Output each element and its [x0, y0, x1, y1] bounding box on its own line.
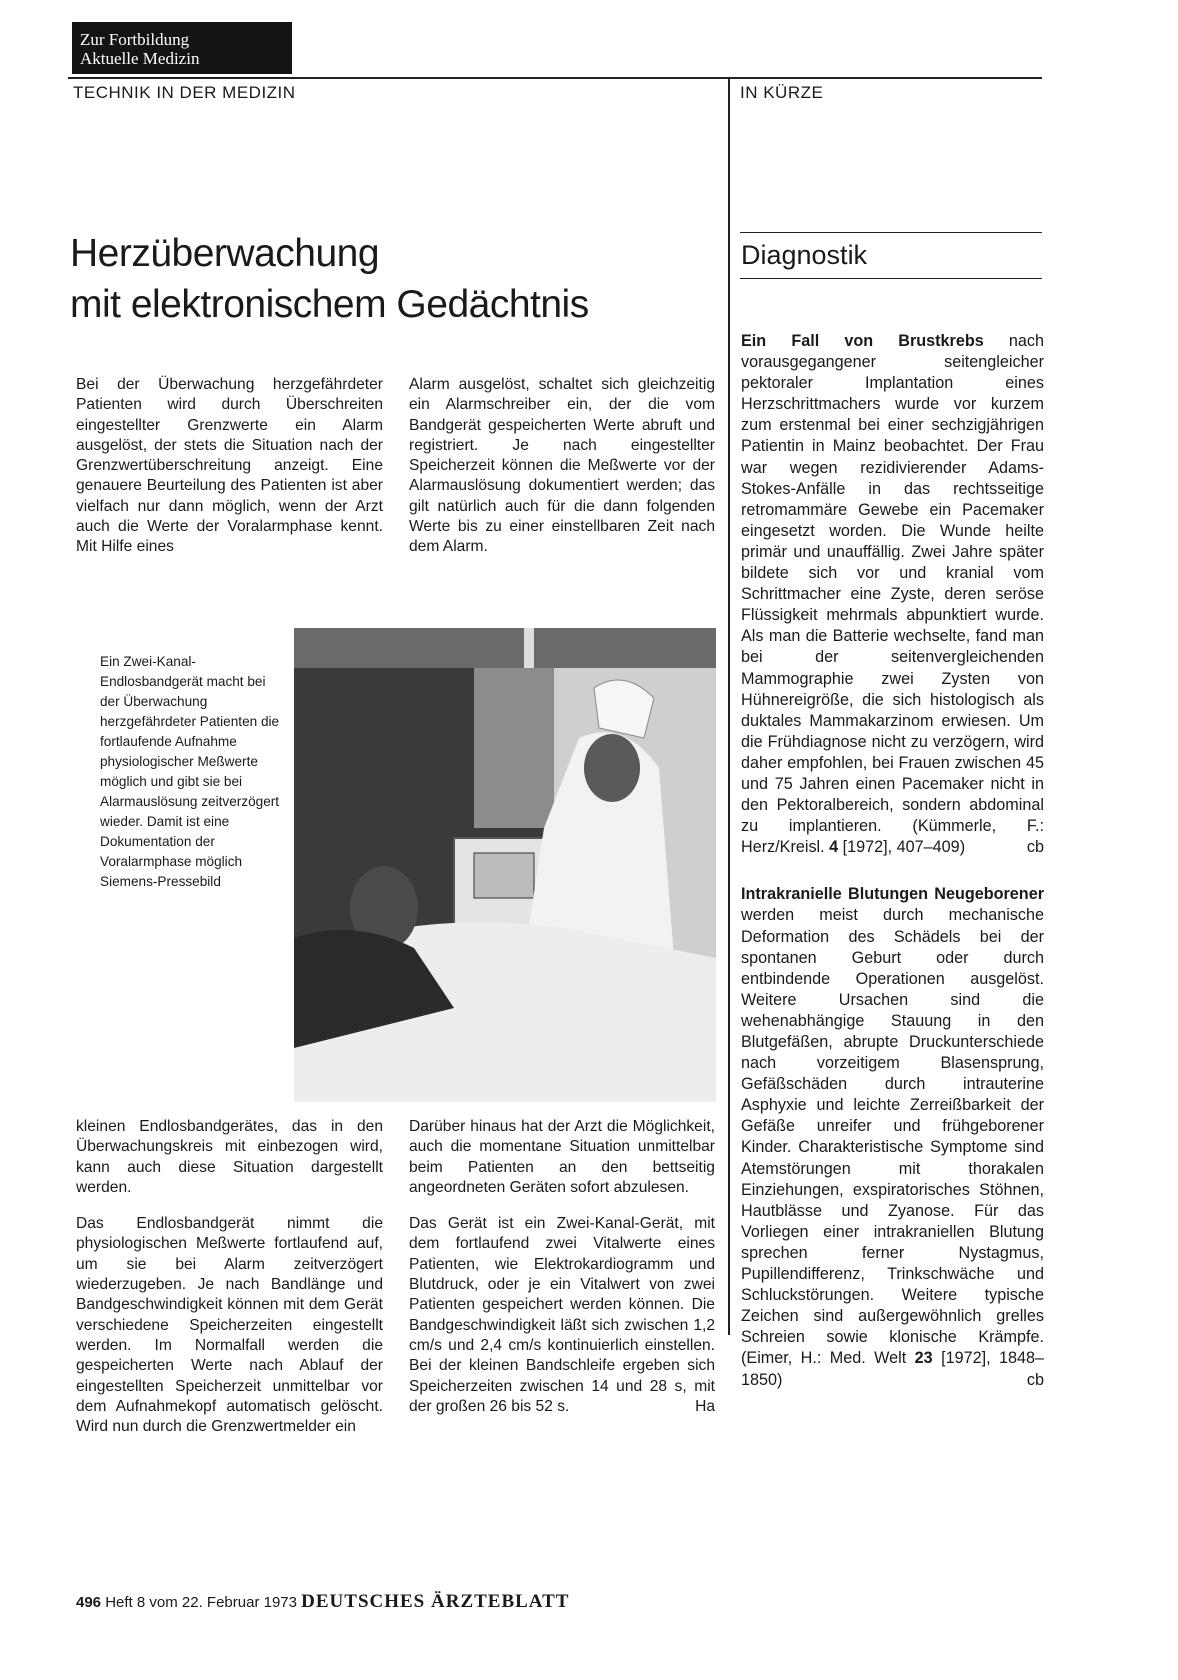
- news-item-initials: cb: [1026, 838, 1044, 857]
- article-paragraph: [409, 1214, 715, 1417]
- article-column1-bottom: [76, 1117, 383, 1453]
- section-label-right: IN KÜRZE: [740, 83, 824, 102]
- news-item-reference: [1972], 1848–1850): [741, 1349, 1045, 1389]
- category-tag: [72, 22, 292, 74]
- column-divider: [728, 77, 730, 1335]
- page-footer: [76, 1591, 569, 1613]
- sidebar-heading-rule-bottom: [740, 278, 1042, 279]
- news-item-title: Intrakranielle Blutungen Neugeborener: [741, 885, 1044, 904]
- header-rule: [68, 77, 1042, 79]
- article-title-line2: mit elektronischem Gedächtnis: [70, 283, 589, 326]
- article-column2-top: [409, 375, 715, 574]
- hospital-monitoring-photo: [294, 628, 716, 1102]
- news-item: [741, 331, 1044, 858]
- news-item-reference: [1972], 407–409): [838, 838, 966, 857]
- sidebar-heading-rule-top: [740, 232, 1042, 233]
- section-label-left: TECHNIK IN DER MEDIZIN: [73, 83, 296, 102]
- article-paragraph-text: Das Gerät ist ein Zwei-Kanal-Gerät, mit dem fortlaufend zwei Vitalwerte eines Patienten, wie Elektrokardiogramm und Blutdruck, oder je ein Vitalwert von zwei Patienten gespeichert werden können. Die Bandgeschwindigkeit läßt sich zwischen 1,2 cm/s und 2,4 cm/s kontinuierlich einstellen. Bei der kleinen Bandschleife ergeben sich Speicherzeiten zwischen 14 und 28 s, mit der großen 26 bis 52 s.: [409, 1215, 715, 1415]
- news-item-title: Ein Fall von Brustkrebs: [741, 332, 984, 350]
- photo-illustration: [294, 628, 716, 1102]
- article-title-line1: Herzüberwachung: [70, 232, 380, 275]
- article-paragraph: Alarm ausgelöst, schaltet sich gleichzeitig ein Alarmschreiber ein, der die vom Bandgerät gespeicherten Werte abruft und registriert. Je nach eingestellter Speicherzeit können die Meßwerte vor der Alarmauslösung dokumentiert werden; das gilt natürlich auch für die dann folgenden Werte bis zu einer einstellbaren Zeit nach dem Alarm.: [409, 376, 715, 556]
- page-number: 496: [76, 1594, 102, 1611]
- article-column2-bottom: [409, 1117, 715, 1417]
- news-item-volume: 4: [829, 838, 839, 857]
- issue-info: Heft 8 vom 22. Februar 1973: [105, 1594, 297, 1611]
- journal-brand: DEUTSCHES ÄRZTEBLATT: [301, 1591, 570, 1612]
- news-item-text: nach vorausgegangener seitengleicher pektoraler Implantation eines Herzschrittmachers wurde vor kurzem zum erstenmal bei einer sechzigjährigen Patientin in Mainz beobachtet. Der Frau war wegen rezidivierender Adams-Stokes-Anfälle in das rechtsseitige retromammäre Gewebe ein Pacemaker eingesetzt worden. Die Wunde heilte primär und unauffällig. Zwei Jahre später bildete sich vor und kranial vom Schrittmacher eine Zyste, deren seröse Flüssigkeit mehrmals abpunktiert wurde. Als man die Batterie wechselte, fand man bei der seitenvergleichenden Mammographie zwei Zysten von Hühnereigröße, die sich histologisch als duktales Mammakarzinom erwiesen. Um die Frühdiagnose nicht zu verzögern, wird daher empfohlen, bei Frauen zwischen 45 und 75 Jahren einen Pacemaker nicht in den Pektoralbereich, sondern abdominal zu implantieren. (Kümmerle, F.: Herz/Kreisl.: [741, 332, 1044, 857]
- category-tag-line2: Aktuelle Medizin: [80, 49, 200, 68]
- news-item: [741, 884, 1044, 1390]
- article-paragraph: kleinen Endlosbandgerätes, das in den Überwachungskreis mit einbezogen wird, kann auch diese Situation dargestellt werden.: [76, 1118, 383, 1196]
- category-tag-line1: Zur Fortbildung: [80, 30, 190, 49]
- author-initials: Ha: [695, 1397, 715, 1415]
- article-title: [70, 228, 710, 330]
- article-column1-top: [76, 375, 383, 574]
- sidebar-news: [741, 331, 1044, 1409]
- article-paragraph: Bei der Überwachung herzgefährdeter Patienten wird durch Überschreiten eingestellter Grenzwerte ein Alarm ausgelöst, der stets die Situation nach der Grenzwertüberschreitung anzeigt. Eine genauere Beurteilung des Patienten ist aber vielfach nur dann möglich, wenn der Arzt auch die Werte der Voralarmphase kennt. Mit Hilfe eines: [76, 376, 383, 556]
- article-paragraph: Das Endlosbandgerät nimmt die physiologischen Meßwerte fortlaufend auf, um sie bei Alarm zeitverzögert wiederzugeben. Je nach Bandlänge und Bandgeschwindigkeit können mit dem Gerät verschiedene Speicherzeiten eingestellt werden. Im Normalfall werden die gespeicherten Werte nach Ablauf der eingestellten Speicherzeit unmittelbar vor dem Aufnahmekopf automatisch gelöscht. Wird nun durch die Grenzwertmelder ein: [76, 1215, 383, 1436]
- sidebar-heading: Diagnostik: [741, 240, 868, 270]
- article-paragraph: Darüber hinaus hat der Arzt die Möglichkeit, auch die momentane Situation unmittelbar beim Patienten an den bettseitig angeordneten Geräten sofort abzulesen.: [409, 1118, 715, 1196]
- photo-caption: Ein Zwei-Kanal-Endlosbandgerät macht bei der Überwachung herzgefährdeter Patienten die fortlaufende Aufnahme physiologischer Meßwerte möglich und gibt sie bei Alarmauslösung zeitverzögert wieder. Damit ist eine Dokumentation der Voralarmphase möglich Siemens-Pressebild: [100, 654, 280, 889]
- news-item-volume: 23: [914, 1349, 933, 1368]
- news-item-initials: cb: [1026, 1370, 1044, 1389]
- news-item-text: werden meist durch mechanische Deformation des Schädels bei der spontanen Geburt oder durch entbindende Operationen ausgelöst. Weitere Ursachen sind die wehenabhängige Stauung in den Blutgefäßen, abrupte Druckunterschiede nach vorzeitigem Blasensprung, Gefäßschäden durch intrauterine Asphyxie und leichte Zerreißbarkeit der Gefäße unreifer und frühgeborener Kinder. Charakteristische Symptome sind Atemstörungen mit thorakalen Einziehungen, exspiratorisches Stöhnen, Hautblässe und Zyanose. Für das Vorliegen einer intrakraniellen Blutung sprechen ferner Nystagmus, Pupillendifferenz, Trinkschwäche und Schluckstörungen. Weitere typische Zeichen sind außergewöhnlich grelles Schreien sowie klonische Krämpfe. (Eimer, H.: Med. Welt: [741, 906, 1044, 1368]
